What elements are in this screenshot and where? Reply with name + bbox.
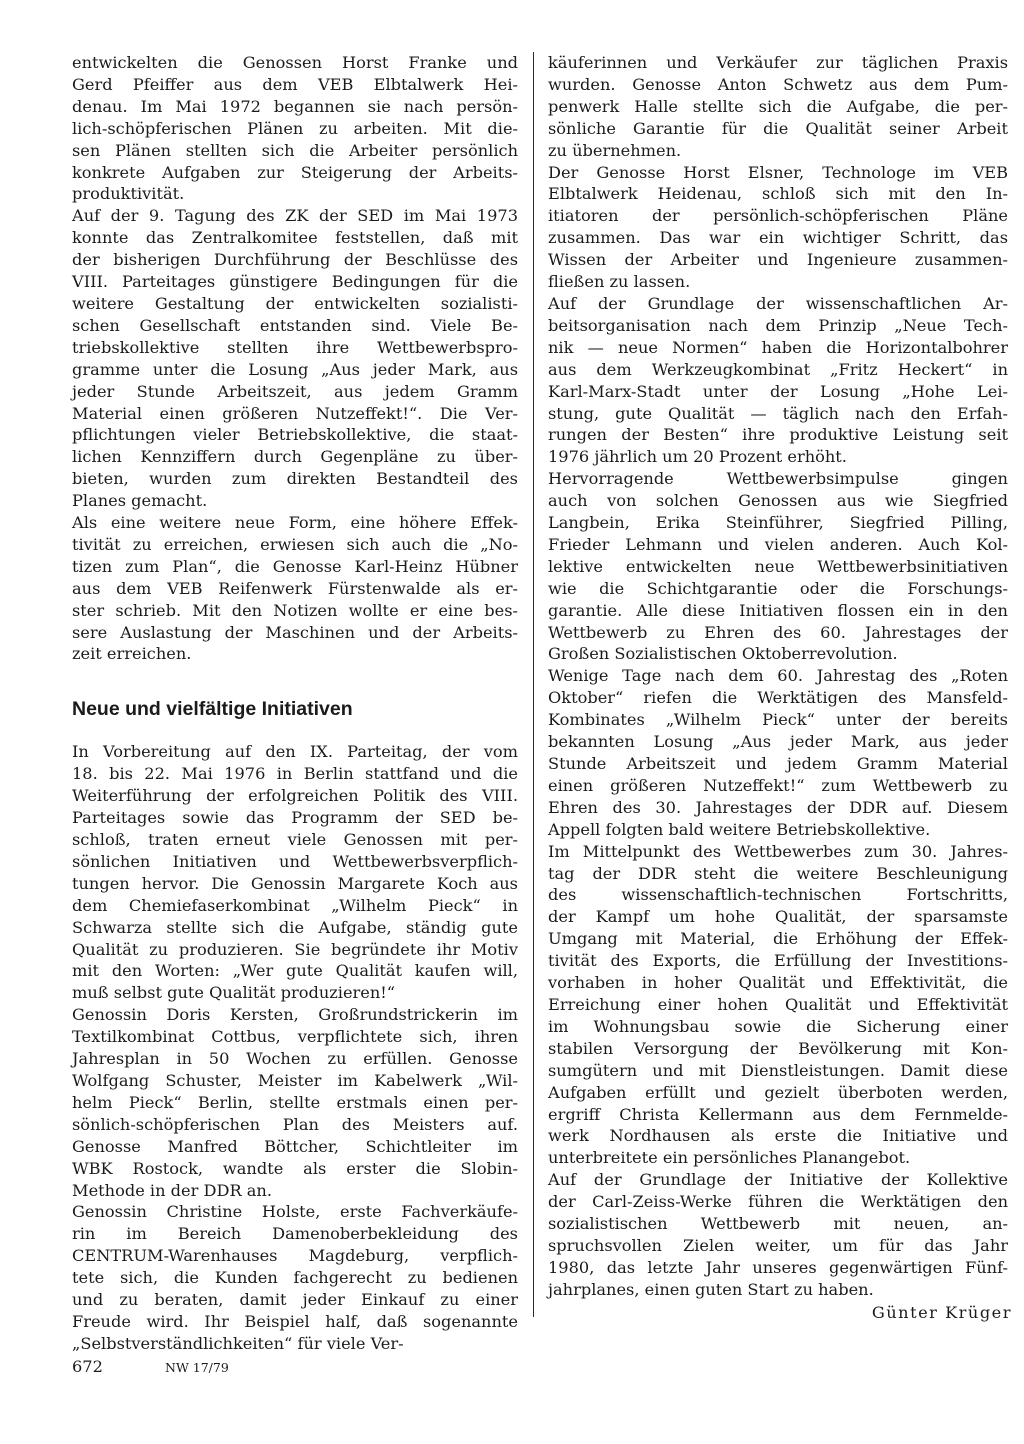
text-line: vorhaben in hoher Qualität und Effektivität, die — [548, 973, 1008, 993]
text-line: itiatoren der persönlich-schöpferischen Pläne — [548, 206, 1008, 226]
text-line: denau. Im Mai 1972 begannen sie nach persön- — [72, 96, 518, 116]
text-line: tungen hervor. Die Genossin Margarete Koch aus — [72, 873, 518, 893]
text-line: Parteitages sowie das Programm der SED be- — [72, 808, 518, 828]
text-line: Appell folgten bald weitere Betriebskollektive. — [548, 819, 931, 839]
text-line: aus dem Werkzeugkombinat „Fritz Heckert“ in — [548, 359, 1008, 379]
text-line: schen Gesellschaft entstanden sind. Viele Be- — [72, 315, 518, 335]
text-line: des wissenschaftlich-technischen Fortschritts, — [548, 885, 1008, 905]
text-line: Methode in der DDR an. — [72, 1180, 273, 1200]
text-line: sumgütern und mit Dienstleistungen. Damit diese — [548, 1060, 1008, 1080]
author-signature: Günter Krüger — [871, 1303, 1012, 1322]
text-line: bekannten Losung „Aus jeder Mark, aus jeder — [548, 732, 1008, 752]
right-column-paragraphs — [548, 52, 1008, 1301]
text-line: zusammen. Das war ein wichtiger Schritt, das — [548, 228, 1008, 248]
text-line: 1976 jährlich um 20 Prozent erhöht. — [548, 447, 847, 467]
text-line: produktivität. — [72, 184, 185, 204]
paragraph — [548, 52, 1008, 162]
text-line: mit den Worten: „Wer gute Qualität kaufen will, — [72, 961, 518, 981]
text-line: bieten, wurden zum direkten Bestandteil des — [72, 469, 518, 489]
text-line: wurden. Genosse Anton Schwetz aus dem Pum- — [548, 74, 1008, 94]
text-line: Material einen größeren Nutzeffekt!“. Die Ver- — [72, 403, 518, 423]
text-line: Aufgaben erfüllt und gezielt überboten werden, — [548, 1082, 1008, 1102]
text-line: werk Nordhausen als erste die Initiative und — [548, 1126, 1008, 1146]
issue-label: NW 17/79 — [165, 1360, 229, 1375]
text-line: Kombinates „Wilhelm Pieck“ unter der bereits — [548, 710, 1008, 730]
text-line: Elbtalwerk Heidenau, schloß sich mit den In- — [548, 184, 1008, 204]
text-line: aus dem VEB Reifenwerk Fürstenwalde als er- — [72, 578, 518, 598]
text-line: zu übernehmen. — [548, 140, 682, 160]
text-line: Genossin Christine Holste, erste Fachverkäufe- — [72, 1202, 518, 1222]
text-line: In Vorbereitung auf den IX. Parteitag, der vom — [72, 742, 518, 762]
text-line: Weiterführung der erfolgreichen Politik des VIII. — [72, 786, 518, 806]
text-line: sönlich-schöpferischen Plan des Meisters auf. — [72, 1114, 518, 1134]
text-line: Hervorragende Wettbewerbsimpulse gingen — [548, 469, 1008, 489]
text-line: der Carl-Zeiss-Werke führen die Werktätigen den — [548, 1192, 1008, 1212]
paragraph — [72, 52, 518, 205]
text-line: nik — neue Normen“ haben die Horizontalbohrer — [548, 337, 1008, 357]
text-line: Genosse Manfred Böttcher, Schichtleiter im — [72, 1136, 518, 1156]
text-line: pflichtungen vieler Betriebskollektive, die staat- — [72, 425, 518, 445]
text-line: konnte das Zentralkomitee feststellen, daß mit — [72, 228, 518, 248]
text-line: spruchsvollen Zielen weiter, um für das Jahr — [548, 1235, 1008, 1255]
text-line: Im Mittelpunkt des Wettbewerbes zum 30. Jahres- — [548, 841, 1008, 861]
left-column — [72, 52, 518, 1355]
page-number: 672 — [72, 1357, 103, 1376]
text-line: Karl-Marx-Stadt unter der Losung „Hohe Lei- — [548, 381, 1008, 401]
text-line: VIII. Parteitages günstigere Bedingungen für die — [72, 272, 518, 292]
text-line: tivität zu erreichen, erwiesen sich auch die „No- — [72, 534, 518, 554]
text-line: lektive entwickelten neue Wettbewerbsinitiativen — [548, 556, 1008, 576]
text-line: dem Chemiefaserkombinat „Wilhelm Pieck“ in — [72, 895, 518, 915]
left-column-paragraphs-after-heading — [72, 741, 518, 1354]
text-line: lichen Kennziffern durch Gegenpläne zu über- — [72, 447, 518, 467]
text-line: entwickelten die Genossen Horst Franke und — [72, 53, 518, 72]
text-line: 18. bis 22. Mai 1976 in Berlin stattfand und die — [72, 764, 518, 784]
text-line: sönliche Garantie für die Qualität seiner Arbeit — [548, 118, 1008, 138]
text-line: Erreichung einer hohen Qualität und Effektivität — [548, 994, 1008, 1014]
text-line: Großen Sozialistischen Oktoberrevolution. — [548, 644, 898, 664]
text-line: jeder Stunde Arbeitszeit, aus jedem Gramm — [72, 381, 518, 401]
paragraph — [548, 293, 1008, 468]
text-line: gramme unter die Losung „Aus jeder Mark, aus — [72, 359, 518, 379]
text-line: ergriff Christa Kellermann aus dem Fernmelde- — [548, 1104, 1008, 1124]
text-line: helm Pieck“ Berlin, stellte erstmals einen per- — [72, 1092, 518, 1112]
text-line: schloß, traten erneut viele Genossen mit per- — [72, 830, 518, 849]
paragraph — [72, 1004, 518, 1201]
text-line: ster schrieb. Mit den Notizen wollte er eine bes- — [72, 600, 518, 620]
text-line: Auf der 9. Tagung des ZK der SED im Mai 1973 — [72, 206, 518, 226]
paragraph — [548, 468, 1008, 665]
text-line: weitere Gestaltung der entwickelten sozialisti- — [72, 293, 518, 313]
text-line: beitsorganisation nach dem Prinzip „Neue Tech- — [548, 315, 1008, 335]
text-line: Wolfgang Schuster, Meister im Kabelwerk „Wil- — [72, 1070, 518, 1090]
text-line: rungen der Besten“ ihre produktive Leistung seit — [548, 425, 1008, 445]
text-line: sere Auslastung der Maschinen und der Arbeits- — [72, 622, 518, 642]
text-line: Freude wird. Ihr Beispiel half, daß sogenannte — [72, 1311, 518, 1331]
text-line: tivität des Exports, die Erfüllung der Investitions- — [548, 951, 1008, 971]
text-line: Umgang mit Material, die Erhöhung der Effek- — [548, 929, 1008, 949]
text-line: wie die Schichtgarantie oder die Forschungs- — [548, 578, 1008, 598]
text-line: WBK Rostock, wandte als erster die Slobin- — [72, 1158, 518, 1178]
text-line: Textilkombinat Cottbus, verpflichtete sich, ihren — [72, 1027, 518, 1047]
column-divider — [533, 52, 534, 1317]
text-line: Planes gemacht. — [72, 491, 208, 511]
text-line: käuferinnen und Verkäufer zur täglichen Praxis — [548, 53, 1008, 72]
text-line: Langbein, Erika Steinführer, Siegfried Pilling, — [548, 513, 1008, 533]
text-line: Frieder Lehmann und vielen anderen. Auch Kol- — [548, 534, 1008, 554]
text-line: unterbreitete ein persönliches Planangebot. — [548, 1148, 911, 1168]
text-line: Auf der Grundlage der Initiative der Kollektive — [548, 1170, 1008, 1190]
text-line: Als eine weitere neue Form, eine höhere Effek- — [72, 513, 518, 533]
text-line: tizen zum Plan“, die Genosse Karl-Heinz Hübner — [72, 556, 518, 576]
text-line: zeit erreichen. — [72, 644, 192, 664]
text-line: Ehren des 30. Jahrestages der DDR auf. Diesem — [548, 797, 1008, 817]
text-line: Schwarza stellte sich die Aufgabe, ständig gute — [72, 917, 518, 937]
section-heading: Neue und vielfältige Initiativen — [72, 698, 353, 721]
text-line: stabilen Versorgung der Bevölkerung mit Kon- — [548, 1038, 1008, 1058]
text-line: Wissen der Arbeiter und Ingenieure zusammen- — [548, 250, 1008, 270]
right-column — [548, 52, 1008, 1301]
text-line: Qualität zu produzieren. Sie begründete ihr Motiv — [72, 939, 518, 959]
text-line: konkrete Aufgaben zur Steigerung der Arbeits- — [72, 162, 518, 182]
text-line: auch von solchen Genossen aus wie Siegfried — [548, 491, 1008, 511]
text-line: und zu beraten, damit jeder Einkauf zu einer — [72, 1290, 518, 1310]
paragraph — [548, 841, 1008, 1170]
text-line: Stunde Arbeitszeit und jedem Gramm Material — [548, 754, 1008, 773]
paragraph — [72, 512, 518, 665]
text-line: Wettbewerb zu Ehren des 60. Jahrestages der — [548, 622, 1008, 642]
text-line: Jahresplan in 50 Wochen zu erfüllen. Genosse — [72, 1049, 518, 1069]
text-line: jahrplanes, einen guten Start zu haben. — [548, 1279, 874, 1299]
text-line: tag der DDR steht die weitere Beschleunigung — [548, 863, 1008, 883]
text-line: der bisherigen Durchführung der Beschlüsse des — [72, 250, 518, 270]
text-line: lich-schöpferischen Plänen zu arbeiten. Mit die- — [72, 118, 518, 138]
text-line: 1980, das letzte Jahr unseres gegenwärtigen Fünf- — [548, 1257, 1008, 1277]
paragraph — [548, 665, 1008, 840]
text-line: garantie. Alle diese Initiativen flossen ein in den — [548, 600, 1008, 620]
text-line: fließen zu lassen. — [548, 272, 691, 292]
text-line: Gerd Pfeiffer aus dem VEB Elbtalwerk Hei- — [72, 74, 518, 94]
text-line: sozialistischen Wettbewerb mit neuen, an- — [548, 1214, 1008, 1234]
text-line: „Selbstverständlichkeiten“ für viele Ver- — [72, 1333, 404, 1353]
text-line: sönlichen Initiativen und Wettbewerbsverpflich- — [72, 851, 518, 871]
text-line: Auf der Grundlage der wissenschaftlichen Ar- — [548, 293, 1008, 313]
left-column-paragraphs — [72, 52, 518, 665]
paragraph — [72, 205, 518, 512]
text-line: stung, gute Qualität — täglich nach den Erfah- — [548, 403, 1008, 423]
text-line: Wenige Tage nach dem 60. Jahrestag des „Roten — [548, 666, 1008, 686]
text-line: sen Plänen stellten sich die Arbeiter persönlich — [72, 140, 518, 160]
text-line: muß selbst gute Qualität produzieren!“ — [72, 983, 396, 1003]
text-line: Der Genosse Horst Elsner, Technologe im VEB — [548, 162, 1008, 182]
text-line: Oktober“ riefen die Werktätigen des Mansfeld- — [548, 688, 1008, 708]
text-line: triebskollektive stellten ihre Wettbewerbspro- — [72, 337, 518, 357]
paragraph — [72, 741, 518, 1004]
paragraph — [548, 1169, 1008, 1300]
text-line: tete sich, die Kunden fachgerecht zu bedienen — [72, 1268, 518, 1288]
text-line: rin im Bereich Damenoberbekleidung des — [72, 1224, 518, 1244]
text-line: CENTRUM-Warenhauses Magdeburg, verpflich- — [72, 1246, 518, 1266]
paragraph — [548, 162, 1008, 293]
paragraph — [72, 1201, 518, 1354]
text-line: penwerk Halle stellte sich die Aufgabe, die per- — [548, 96, 1008, 116]
text-line: der Kampf um hohe Qualität, der sparsamste — [548, 907, 1008, 927]
text-line: im Wohnungsbau sowie die Sicherung einer — [548, 1016, 1008, 1036]
text-line: einen größeren Nutzeffekt!“ zum Wettbewerb zu — [548, 775, 1008, 795]
text-line: Genossin Doris Kersten, Großrundstrickerin im — [72, 1005, 518, 1025]
